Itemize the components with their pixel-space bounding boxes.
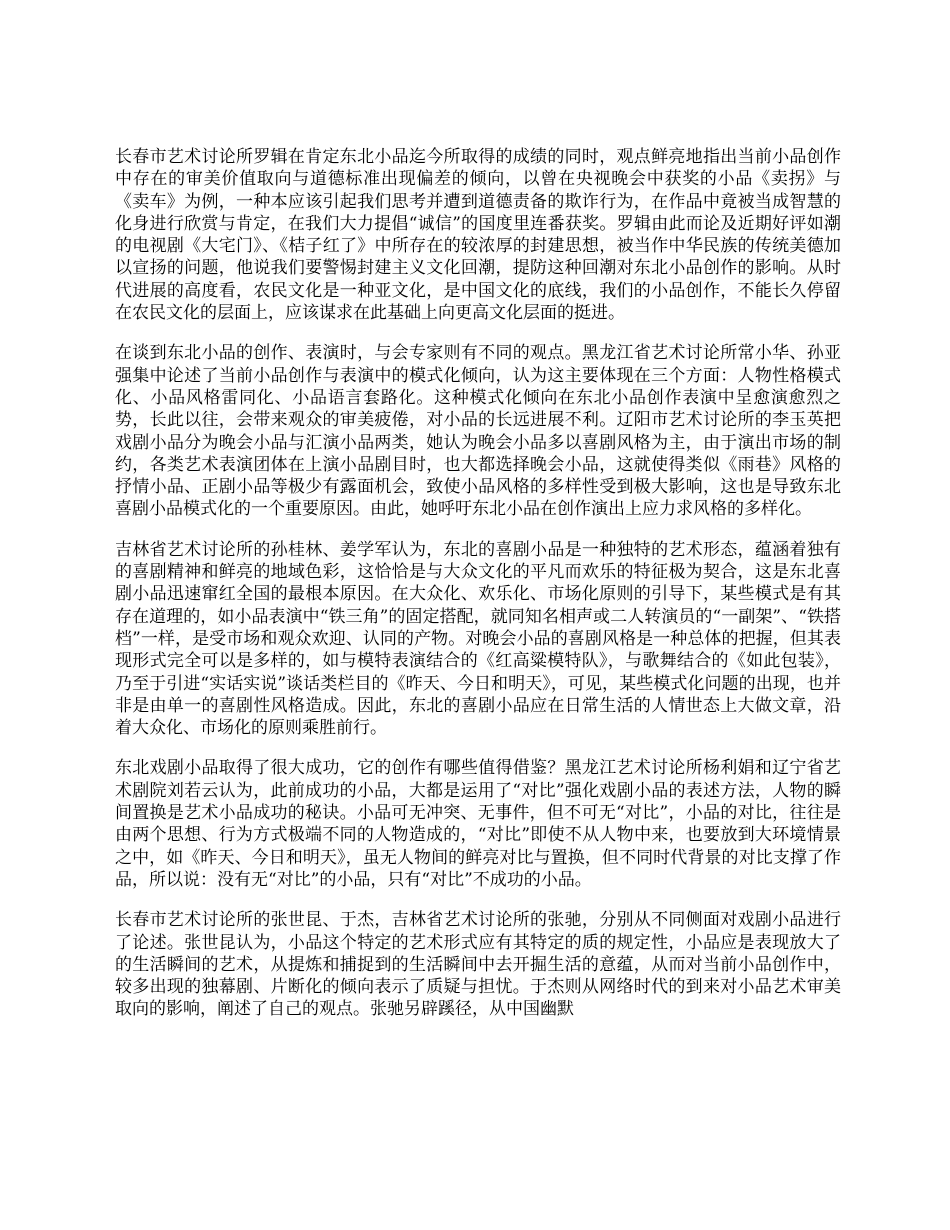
paragraph-2: 在谈到东北小品的创作、表演时，与会专家则有不同的观点。黑龙江省艺术讨论所常小华、孙亚强集中论述了当前小品创作与表演中的模式化倾向，认为这主要体现在三个方面：人物性格模式化、小品风格雷同化、小品语言套路化。这种模式化倾向在东北小品创作表演中呈愈演愈烈之势，长此以往，会带来观众的审美疲倦，对小品的长远进展不利。辽阳市艺术讨论所的李玉英把戏剧小品分为晚会小品与汇演小品两类，她认为晚会小品多以喜剧风格为主，由于演出市场的制约，各类艺术表演团体在上演小品剧目时，也大都选择晚会小品，这就使得类似《雨巷》风格的抒情小品、正剧小品等极少有露面机会，致使小品风格的多样性受到极大影响，这也是导致东北喜剧小品模式化的一个重要原因。由此，她呼吁东北小品在创作演出上应力求风格的多样化。 [115, 343, 841, 520]
document-page [115, 146, 841, 1039]
paragraph-1: 长春市艺术讨论所罗辑在肯定东北小品迄今所取得的成绩的同时，观点鲜亮地指出当前小品创作中存在的审美价值取向与道德标准出现偏差的倾向，以曾在央视晚会中获奖的小品《卖拐》与《卖车》为例，一种本应该引起我们思考并遭到道德责备的欺诈行为，在作品中竟被当成智慧的化身进行欣赏与肯定，在我们大力提倡“诚信”的国度里连番获奖。罗辑由此而论及近期好评如潮的电视剧《大宅门》、《桔子红了》中所存在的较浓厚的封建思想，被当作中华民族的传统美德加以宣扬的问题，他说我们要警惕封建主义文化回潮，提防这种回潮对东北小品创作的影响。从时代进展的高度看，农民文化是一种亚文化，是中国文化的底线，我们的小品创作，不能长久停留在农民文化的层面上，应该谋求在此基础上向更高文化层面的挺进。 [115, 147, 841, 324]
paragraph-5: 长春市艺术讨论所的张世昆、于杰，吉林省艺术讨论所的张驰，分别从不同侧面对戏剧小品进行了论述。张世昆认为，小品这个特定的艺术形式应有其特定的质的规定性，小品应是表现放大了的生活瞬间的艺术，从提炼和捕捉到的生活瞬间中去开掘生活的意蕴，从而对当前小品创作中，较多出现的独幕剧、片断化的倾向表示了质疑与担忧。于杰则从网络时代的到来对小品艺术审美取向的影响，阐述了自己的观点。张驰另辟蹊径，从中国幽默 [115, 910, 841, 1020]
paragraph-4: 东北戏剧小品取得了很大成功，它的创作有哪些值得借鉴？黑龙江艺术讨论所杨利娟和辽宁省艺术剧院刘若云认为，此前成功的小品，大都是运用了“对比”强化戏剧小品的表述方法，人物的瞬间置换是艺术小品成功的秘诀。小品可无冲突、无事件，但不可无“对比”，小品的对比，往往是由两个思想、行为方式极端不同的人物造成的，“对比”即使不从人物中来，也要放到大环境情景之中，如《昨天、今日和明天》，虽无人物间的鲜亮对比与置换，但不同时代背景的对比支撑了作品，所以说：没有无“对比”的小品，只有“对比”不成功的小品。 [115, 758, 841, 890]
paragraph-3: 吉林省艺术讨论所的孙桂林、姜学军认为，东北的喜剧小品是一种独特的艺术形态，蕴涵着独有的喜剧精神和鲜亮的地域色彩，这恰恰是与大众文化的平凡而欢乐的特征极为契合，这是东北喜剧小品迅速窜红全国的最根本原因。在大众化、欢乐化、市场化原则的引导下，某些模式是有其存在道理的，如小品表演中“铁三角”的固定搭配，就同知名相声或二人转演员的“一副架”、“铁搭档”一样，是受市场和观众欢迎、认同的产物。对晚会小品的喜剧风格是一种总体的把握，但其表现形式完全可以是多样的，如与模特表演结合的《红高粱模特队》，与歌舞结合的《如此包装》，乃至于引进“实话实说”谈话类栏目的《昨天、今日和明天》，可见，某些模式化问题的出现，也并非是由单一的喜剧性风格造成。因此，东北的喜剧小品应在日常生活的人情世态上大做文章，沿着大众化、市场化的原则乘胜前行。 [115, 539, 841, 739]
